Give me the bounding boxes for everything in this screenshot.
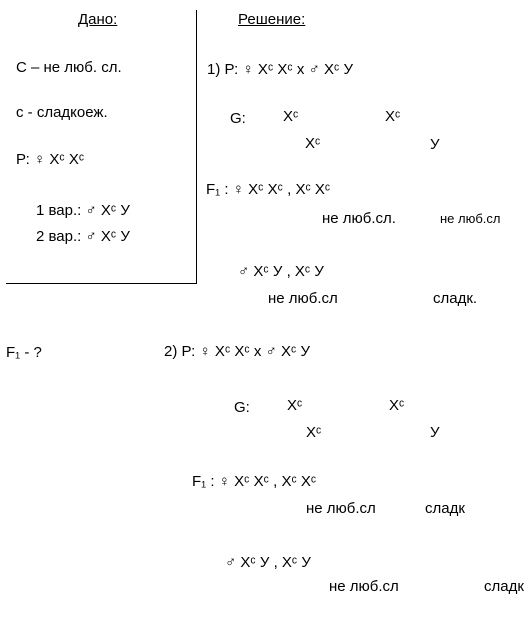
given-variant-1: 1 вар.: ♂ Хᶜ У [36,202,130,219]
case1-gamete-3: Хᶜ [305,135,321,152]
case1-f1-row1-phenotype-1: не люб.сл. [322,210,396,227]
case2-gametes-label: G: [234,399,250,416]
case2-cross: 2) Р: ♀ Хᶜ Хᶜ х ♂ Хᶜ У [164,343,310,360]
given-divider-vertical [196,10,197,283]
solution-heading: Решение: [238,11,306,28]
case2-f1-row1-phenotype-2: сладк [425,500,465,517]
given-question: F₁ - ? [6,344,42,361]
case2-f1-row2-phenotype-2: сладк [484,578,524,595]
case1-f1-row1: F₁ : ♀ Хᶜ Хᶜ , Хᶜ Хᶜ [206,181,331,198]
case1-f1-row2-phenotype-1: не люб.сл [268,290,338,307]
given-recessive-allele: с - сладкоеж. [16,104,108,121]
given-heading: Дано: [78,11,118,28]
case1-cross: 1) Р: ♀ Хᶜ Хᶜ х ♂ Хᶜ У [207,61,353,78]
case2-gamete-2: Хᶜ [389,397,405,414]
given-dominant-allele: С – не люб. сл. [16,59,122,76]
case2-f1-row1: F₁ : ♀ Хᶜ Хᶜ , Хᶜ Хᶜ [192,473,317,490]
given-parent-female: Р: ♀ Хᶜ Хᶜ [16,151,85,168]
given-divider-horizontal [6,283,197,284]
case1-gamete-2: Хᶜ [385,108,401,125]
case2-gamete-3: Хᶜ [306,424,322,441]
case1-gametes-label: G: [230,110,246,127]
case2-f1-row2-phenotype-1: не люб.сл [329,578,399,595]
case1-gamete-1: Хᶜ [283,108,299,125]
case1-f1-row2-phenotype-2: сладк. [433,290,478,307]
case2-gamete-1: Хᶜ [287,397,303,414]
case2-f1-row2: ♂ Хᶜ У , Хᶜ У [225,554,311,571]
case1-f1-row1-phenotype-2: не люб.сл [440,211,501,226]
case1-f1-row2: ♂ Хᶜ У , Хᶜ У [238,263,324,280]
case2-gamete-4: У [430,424,440,441]
given-variant-2: 2 вар.: ♂ Хᶜ У [36,228,130,245]
case1-gamete-4: У [430,136,440,153]
case2-f1-row1-phenotype-1: не люб.сл [306,500,376,517]
